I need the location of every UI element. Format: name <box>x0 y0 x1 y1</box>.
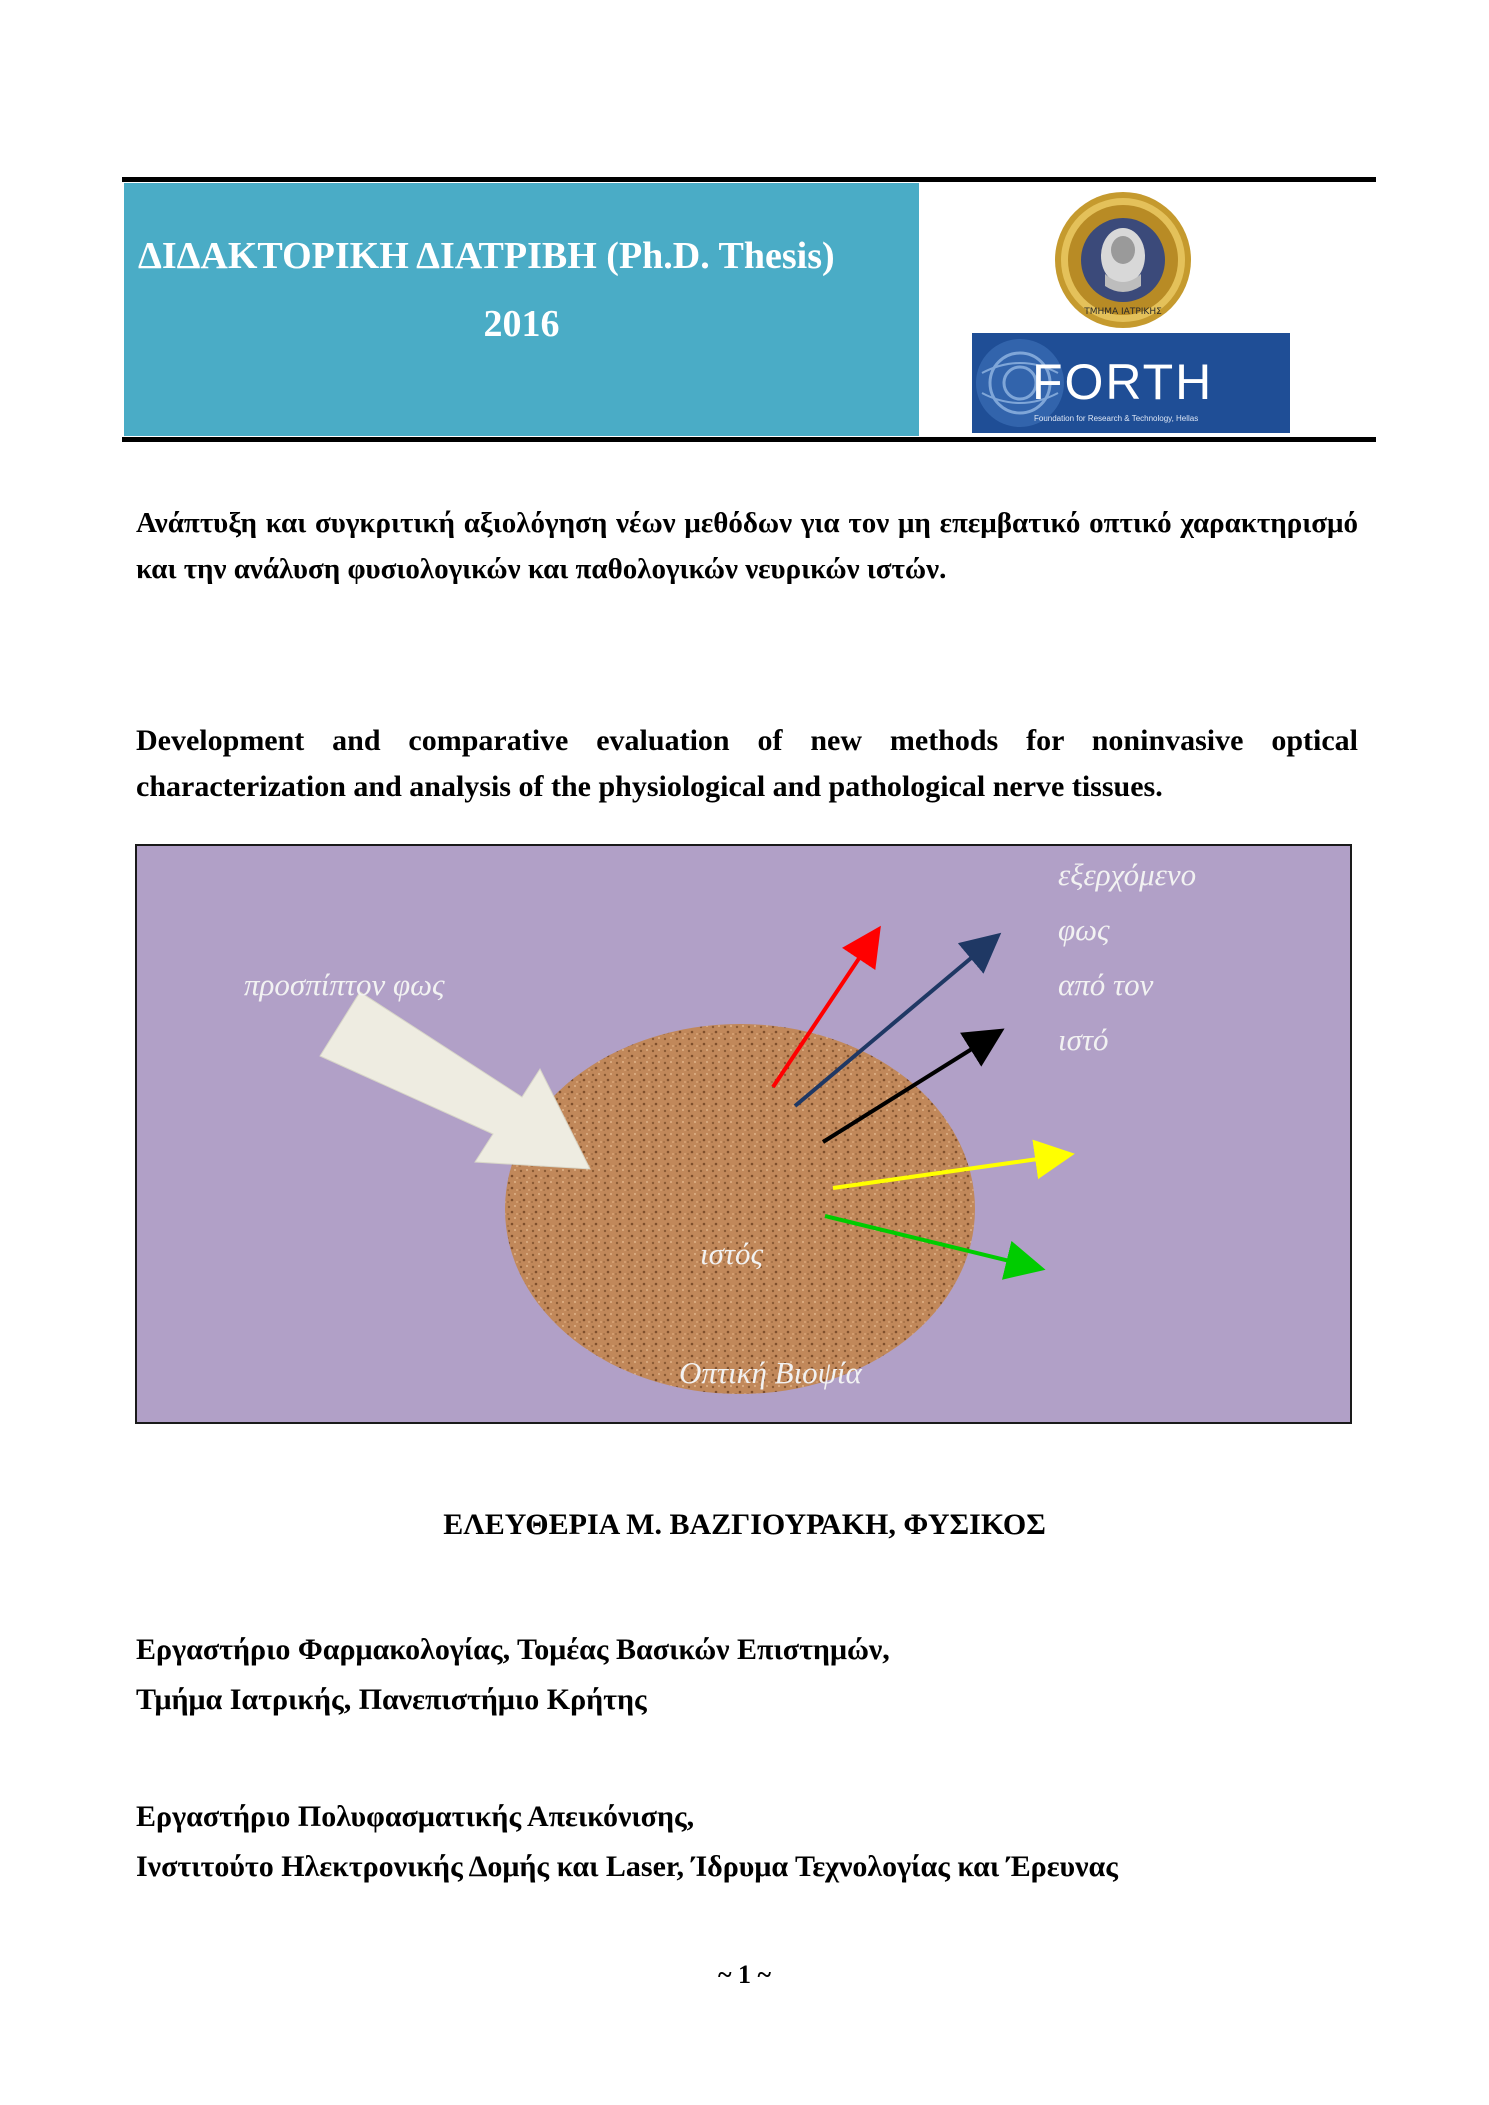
emitted-light-label-line3: από τον <box>1058 967 1154 1002</box>
forth-logo-text: FORTH <box>1032 354 1214 410</box>
forth-logo <box>972 333 1290 433</box>
emitted-light-label-line2: φως <box>1058 912 1110 947</box>
emitted-light-label-line4: ιστό <box>1058 1022 1109 1057</box>
thesis-year: 2016 <box>483 303 560 345</box>
page-number: ~ 1 ~ <box>717 1960 772 1989</box>
tissue-sample <box>505 1024 975 1394</box>
author-name: ΕΛΕΥΘΕΡΙΑ Μ. ΒΑΖΓΙΟΥΡΑΚΗ, ΦΥΣΙΚΟΣ <box>443 1508 1046 1541</box>
header-bottom-rule <box>122 437 1376 442</box>
affiliation-2-line1: Εργαστήριο Πολυφασματικής Απεικόνισης, <box>136 1800 695 1833</box>
seal-text: ΤΜΗΜΑ ΙΑΤΡΙΚΗΣ <box>1084 307 1162 317</box>
incident-light-label: προσπίπτον φως <box>244 967 445 1002</box>
emitted-light-label-line1: εξερχόμενο <box>1058 857 1197 892</box>
medical-school-seal-logo <box>1053 190 1193 330</box>
thesis-title-greek: Ανάπτυξη και συγκριτική αξιολόγηση νέων μεθόδων για τον μη επεμβατικό οπτικό χαρακτηρισμό και την ανάλυση φυσιολογικών και παθολογικών νευρικών ιστών. <box>136 507 1358 585</box>
affiliation-2-line2: Ινστιτούτο Ηλεκτρονικής Δομής και Laser, Ίδρυμα Τεχνολογίας και Έρευνας <box>136 1850 1118 1883</box>
tissue-label: ιστός <box>700 1236 764 1271</box>
optical-biopsy-diagram-main <box>135 844 1352 1424</box>
affiliation-1-line2: Τμήμα Ιατρικής, Πανεπιστήμιο Κρήτης <box>136 1683 647 1716</box>
optical-biopsy-caption: Οπτική Βιοψία <box>679 1355 862 1390</box>
thesis-title-english: Development and comparative evaluation of new methods for noninvasive optical characterization and analysis of the physiological and pathological nerve tissues. <box>136 724 1358 803</box>
thesis-type-title: ΔΙΔΑΚΤΟΡΙΚΗ ΔΙΑΤΡΙΒΗ (Ph.D. Thesis) <box>138 235 835 277</box>
header-top-rule <box>122 177 1376 182</box>
forth-logo-subtitle: Foundation for Research & Technology, Hellas <box>1034 414 1199 423</box>
affiliation-1-line1: Εργαστήριο Φαρμακολογίας, Τομέας Βασικών Επιστημών, <box>136 1633 890 1666</box>
